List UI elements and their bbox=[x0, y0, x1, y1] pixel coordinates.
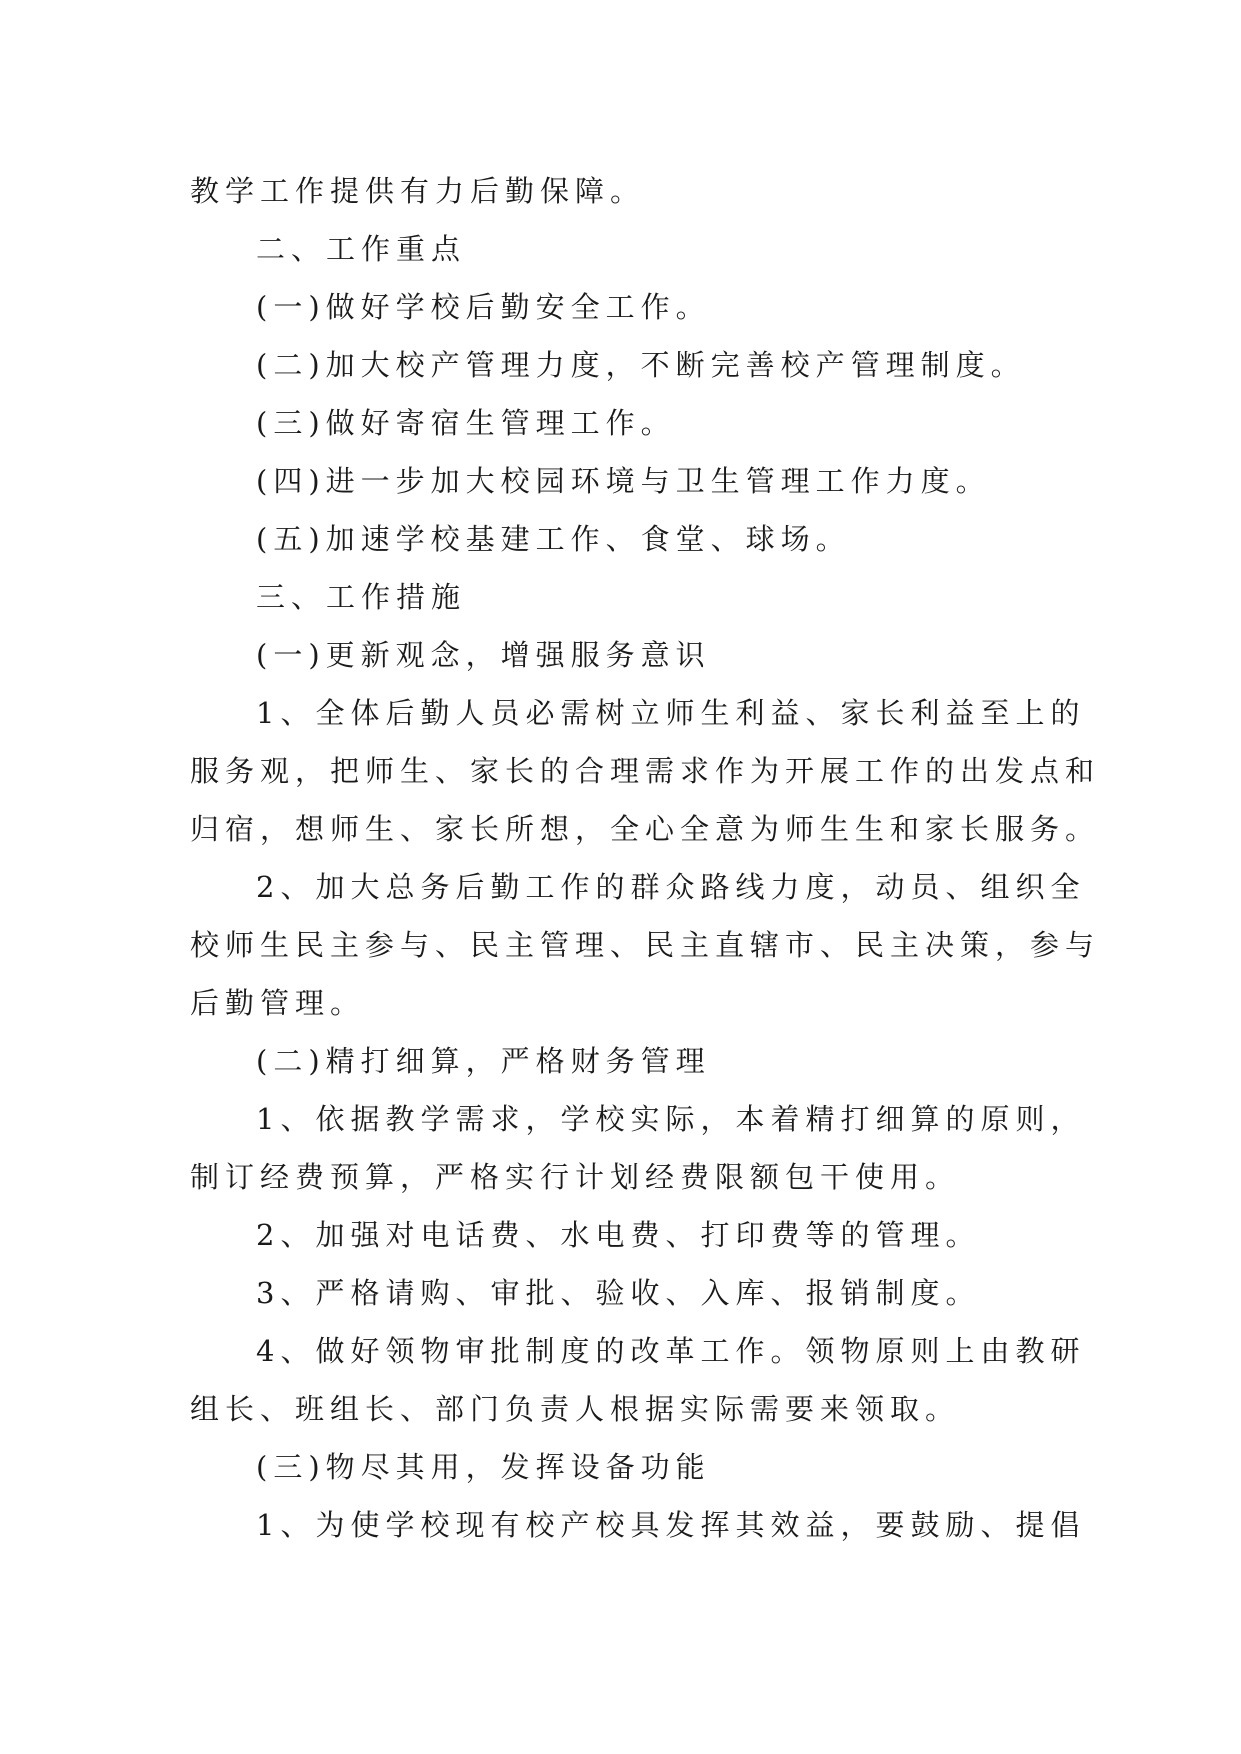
paragraph-line: 1、全体后勤人员必需树立师生利益、家长利益至上的 bbox=[256, 696, 1086, 730]
paragraph-line: 2、加强对电话费、水电费、打印费等的管理。 bbox=[256, 1218, 981, 1252]
subsection-heading: (一)更新观念，增强服务意识 bbox=[256, 638, 711, 672]
section-heading: 三、工作措施 bbox=[256, 580, 467, 614]
paragraph-line: 制订经费预算，严格实行计划经费限额包干使用。 bbox=[190, 1160, 961, 1194]
subsection-heading: (二)精打细算，严格财务管理 bbox=[256, 1044, 711, 1078]
list-item: (五)加速学校基建工作、食堂、球场。 bbox=[256, 522, 851, 556]
text-line: 教学工作提供有力后勤保障。 bbox=[190, 174, 646, 208]
paragraph-line: 1、依据教学需求，学校实际，本着精打细算的原则， bbox=[256, 1102, 1086, 1136]
paragraph-line: 归宿，想师生、家长所想，全心全意为师生生和家长服务。 bbox=[190, 812, 1101, 846]
list-item: (二)加大校产管理力度，不断完善校产管理制度。 bbox=[256, 348, 1026, 382]
subsection-heading: (三)物尽其用，发挥设备功能 bbox=[256, 1450, 711, 1484]
document-body bbox=[190, 162, 1101, 1554]
paragraph-line: 后勤管理。 bbox=[190, 986, 366, 1020]
list-item: (四)进一步加大校园环境与卫生管理工作力度。 bbox=[256, 464, 991, 498]
paragraph-line: 组长、班组长、部门负责人根据实际需要来领取。 bbox=[190, 1392, 961, 1426]
paragraph-line: 3、严格请购、审批、验收、入库、报销制度。 bbox=[256, 1276, 981, 1310]
paragraph-line: 服务观，把师生、家长的合理需求作为开展工作的出发点和 bbox=[190, 754, 1101, 788]
paragraph-line: 1、为使学校现有校产校具发挥其效益，要鼓励、提倡 bbox=[256, 1508, 1086, 1542]
paragraph-line: 4、做好领物审批制度的改革工作。领物原则上由教研 bbox=[256, 1334, 1086, 1368]
list-item: (一)做好学校后勤安全工作。 bbox=[256, 290, 711, 324]
paragraph-line: 校师生民主参与、民主管理、民主直辖市、民主决策，参与 bbox=[190, 928, 1101, 962]
paragraph-line: 2、加大总务后勤工作的群众路线力度，动员、组织全 bbox=[256, 870, 1086, 904]
section-heading: 二、工作重点 bbox=[256, 232, 467, 266]
list-item: (三)做好寄宿生管理工作。 bbox=[256, 406, 676, 440]
